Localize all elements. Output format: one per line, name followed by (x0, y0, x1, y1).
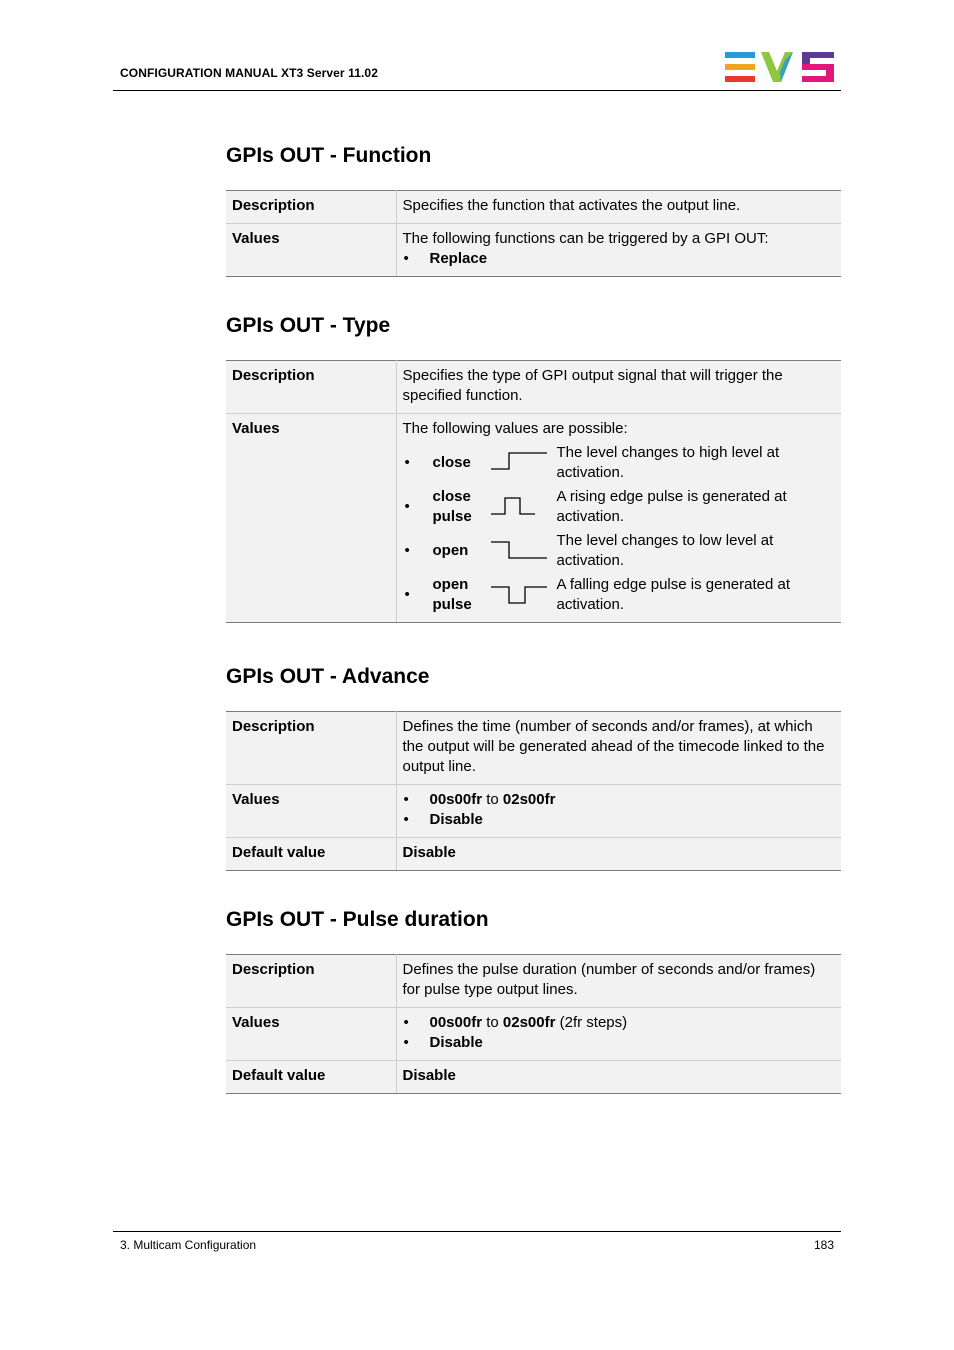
table-row (226, 955, 841, 1008)
list-item: • close pulse A rising edge pulse is generated at activation. (403, 486, 836, 530)
row-value (396, 1008, 841, 1061)
header-divider (113, 90, 841, 91)
table-row (226, 838, 841, 871)
signal-type-name: open pulse (432, 576, 472, 613)
row-value: Defines the time (number of seconds and/or frames), at which the output will be generated ahead of the timecode linked to the output line. (396, 712, 841, 785)
document-header-title: CONFIGURATION MANUAL XT3 Server 11.02 (120, 66, 378, 80)
row-value (396, 414, 841, 623)
list-item: • Disable (403, 1033, 836, 1053)
list-item: • open pulse A falling edge pulse is generated at activation. (403, 574, 836, 618)
list-item: • 00s00fr to 02s00fr (2fr steps) (403, 1013, 836, 1033)
list-item: • Replace (403, 249, 836, 269)
parameter-table (226, 711, 841, 871)
values-intro: The following values are possible: (402, 420, 628, 437)
step-down-waveform-icon (491, 539, 557, 563)
evs-logo-icon (724, 52, 836, 82)
table-row (226, 785, 841, 838)
table-row (226, 1061, 841, 1094)
row-label: Description (226, 191, 396, 224)
step-up-waveform-icon (491, 451, 557, 475)
table-row (226, 712, 841, 785)
section-title: GPIs OUT - Function (226, 144, 432, 167)
list-item: • open The level changes to low level at activation. (403, 530, 836, 574)
row-label: Description (226, 712, 396, 785)
values-list (403, 249, 836, 269)
row-label: Description (226, 955, 396, 1008)
list-item: • 00s00fr to 02s00fr (403, 790, 836, 810)
section-pulse-duration (226, 908, 841, 1094)
values-list (403, 790, 836, 830)
parameter-table (226, 954, 841, 1094)
values-intro: The following functions can be triggered by a GPI OUT: (402, 230, 769, 247)
signal-type-description: The level changes to high level at activation. (556, 444, 780, 481)
negative-pulse-waveform-icon (491, 583, 557, 607)
footer-divider (113, 1231, 841, 1232)
signal-type-name: close (432, 454, 471, 471)
table-row (226, 361, 841, 414)
row-label: Values (226, 785, 396, 838)
row-label: Default value (226, 1061, 396, 1094)
section-function (226, 144, 841, 277)
section-type (226, 314, 841, 623)
table-row (226, 414, 841, 623)
signal-type-description: The level changes to low level at activation. (556, 532, 774, 569)
row-value (396, 785, 841, 838)
parameter-table (226, 190, 841, 277)
section-title: GPIs OUT - Advance (226, 665, 430, 688)
signal-type-name: close pulse (432, 488, 472, 525)
row-label: Values (226, 414, 396, 623)
values-list (403, 1013, 836, 1053)
section-title: GPIs OUT - Pulse duration (226, 908, 489, 931)
row-label: Values (226, 224, 396, 277)
list-item: • close The level changes to high level at activation. (403, 442, 836, 486)
table-row (226, 191, 841, 224)
signal-type-description: A rising edge pulse is generated at activation. (556, 488, 787, 525)
row-value: Defines the pulse duration (number of seconds and/or frames) for pulse type output lines. (396, 955, 841, 1008)
row-value (396, 224, 841, 277)
footer-chapter: 3. Multicam Configuration (120, 1238, 257, 1252)
parameter-table (226, 360, 841, 623)
table-row (226, 1008, 841, 1061)
row-value: Specifies the function that activates the output line. (396, 191, 841, 224)
signal-type-description: A falling edge pulse is generated at activation. (556, 576, 791, 613)
table-row (226, 224, 841, 277)
row-label: Values (226, 1008, 396, 1061)
row-label: Default value (226, 838, 396, 871)
signal-type-list (403, 442, 836, 618)
row-value: Disable (396, 838, 841, 871)
row-value: Disable (396, 1061, 841, 1094)
row-label: Description (226, 361, 396, 414)
page-number: 183 (813, 1238, 834, 1252)
section-title: GPIs OUT - Type (226, 314, 391, 337)
list-item: • Disable (403, 810, 836, 830)
signal-type-name: open (432, 542, 469, 559)
row-value: Specifies the type of GPI output signal that will trigger the specified function. (396, 361, 841, 414)
positive-pulse-waveform-icon (491, 495, 557, 519)
section-advance (226, 665, 841, 871)
